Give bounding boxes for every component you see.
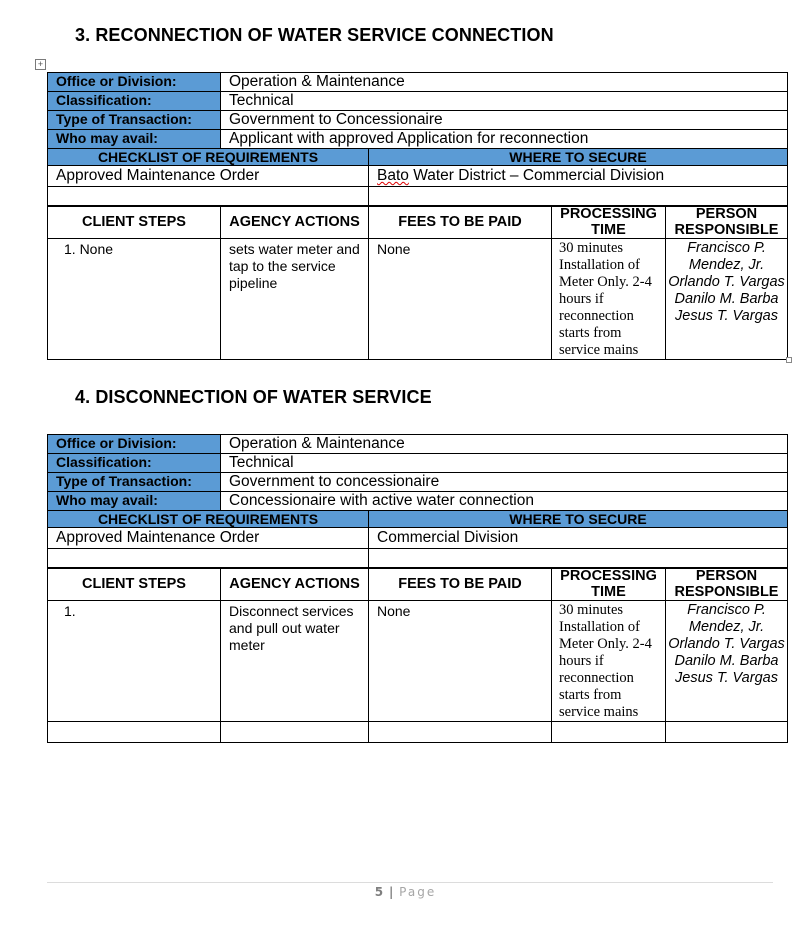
- checklist-header: CHECKLIST OF REQUIREMENTS: [48, 149, 369, 166]
- col-header-fees: FEES TO BE PAID: [369, 206, 552, 239]
- page-number: 5: [374, 885, 384, 899]
- person-name: Jesus T. Vargas: [675, 670, 778, 686]
- person-name: Orlando T. Vargas: [668, 636, 785, 652]
- info-value-who-may-avail: Applicant with approved Application for reconnection: [221, 130, 788, 149]
- col-header-person-responsible: PERSON RESPONSIBLE: [666, 206, 788, 239]
- processing-time: 30 minutes Installation of Meter Only. 2-4 hours if reconnection starts from service mains: [552, 239, 666, 360]
- info-value-transaction-type: Government to Concessionaire: [221, 111, 788, 130]
- client-step: 1. None: [48, 239, 221, 360]
- info-label-who-may-avail: Who may avail:: [48, 130, 221, 149]
- empty-cell: [666, 722, 788, 743]
- info-value-office: Operation & Maintenance: [221, 73, 788, 92]
- info-label-who-may-avail: Who may avail:: [48, 492, 221, 511]
- reconnection-info-table: [47, 72, 788, 207]
- col-header-client-steps: CLIENT STEPS: [48, 568, 221, 601]
- info-label-transaction-type: Type of Transaction:: [48, 111, 221, 130]
- disconnection-steps-table: [47, 567, 788, 743]
- empty-cell: [369, 722, 552, 743]
- info-label-classification: Classification:: [48, 92, 221, 111]
- client-step: 1.: [48, 601, 221, 722]
- col-header-processing-time: PROCESSING TIME: [552, 206, 666, 239]
- empty-cell: [48, 549, 369, 569]
- where-to-secure-value: [369, 166, 788, 187]
- table-resize-handle-icon[interactable]: [786, 357, 792, 363]
- col-header-fees: FEES TO BE PAID: [369, 568, 552, 601]
- fees-value: None: [369, 601, 552, 722]
- checklist-header: CHECKLIST OF REQUIREMENTS: [48, 511, 369, 528]
- person-name: Francisco P. Mendez, Jr.: [687, 240, 766, 273]
- empty-cell: [48, 187, 369, 207]
- person-name: Danilo M. Barba: [674, 653, 779, 669]
- info-value-transaction-type: Government to concessionaire: [221, 473, 788, 492]
- empty-cell: [369, 549, 788, 569]
- person-responsible: [666, 239, 788, 360]
- person-responsible: [666, 601, 788, 722]
- where-to-secure-value: Commercial Division: [369, 528, 788, 549]
- info-label-office: Office or Division:: [48, 435, 221, 454]
- empty-cell: [369, 187, 788, 207]
- reconnection-steps-table: [47, 205, 788, 360]
- empty-cell: [552, 722, 666, 743]
- disconnection-info-table: [47, 434, 788, 569]
- requirement-item: Approved Maintenance Order: [48, 528, 369, 549]
- info-value-classification: Technical: [221, 454, 788, 473]
- col-header-processing-time: PROCESSING TIME: [552, 568, 666, 601]
- info-value-who-may-avail: Concessionaire with active water connection: [221, 492, 788, 511]
- col-header-agency-actions: AGENCY ACTIONS: [221, 568, 369, 601]
- processing-time: 30 minutes Installation of Meter Only. 2-4 hours if reconnection starts from service mains: [552, 601, 666, 722]
- section-title-reconnection: 3. RECONNECTION OF WATER SERVICE CONNECTION: [75, 25, 554, 45]
- col-header-client-steps: CLIENT STEPS: [48, 206, 221, 239]
- footer-separator: |: [388, 885, 394, 899]
- page-footer: [0, 885, 811, 899]
- person-name: Francisco P. Mendez, Jr.: [687, 602, 766, 635]
- page-label: Page: [399, 885, 437, 899]
- where-to-secure-header: WHERE TO SECURE: [369, 149, 788, 166]
- col-header-agency-actions: AGENCY ACTIONS: [221, 206, 369, 239]
- fees-value: None: [369, 239, 552, 360]
- col-header-person-responsible: PERSON RESPONSIBLE: [666, 568, 788, 601]
- section-title-disconnection: 4. DISCONNECTION OF WATER SERVICE: [75, 387, 432, 407]
- person-name: Jesus T. Vargas: [675, 308, 778, 324]
- empty-cell: [48, 722, 221, 743]
- info-value-office: Operation & Maintenance: [221, 435, 788, 454]
- info-label-classification: Classification:: [48, 454, 221, 473]
- spellcheck-word: Bato: [377, 167, 409, 184]
- info-label-office: Office or Division:: [48, 73, 221, 92]
- empty-cell: [221, 722, 369, 743]
- requirement-item: Approved Maintenance Order: [48, 166, 369, 187]
- footer-rule: [47, 882, 773, 883]
- table-move-handle-icon[interactable]: +: [35, 59, 46, 70]
- info-value-classification: Technical: [221, 92, 788, 111]
- agency-action: sets water meter and tap to the service pipeline: [221, 239, 369, 360]
- where-to-secure-header: WHERE TO SECURE: [369, 511, 788, 528]
- info-label-transaction-type: Type of Transaction:: [48, 473, 221, 492]
- person-name: Orlando T. Vargas: [668, 274, 785, 290]
- person-name: Danilo M. Barba: [674, 291, 779, 307]
- where-to-secure-rest: Water District – Commercial Division: [408, 167, 665, 184]
- agency-action: Disconnect services and pull out water meter: [221, 601, 369, 722]
